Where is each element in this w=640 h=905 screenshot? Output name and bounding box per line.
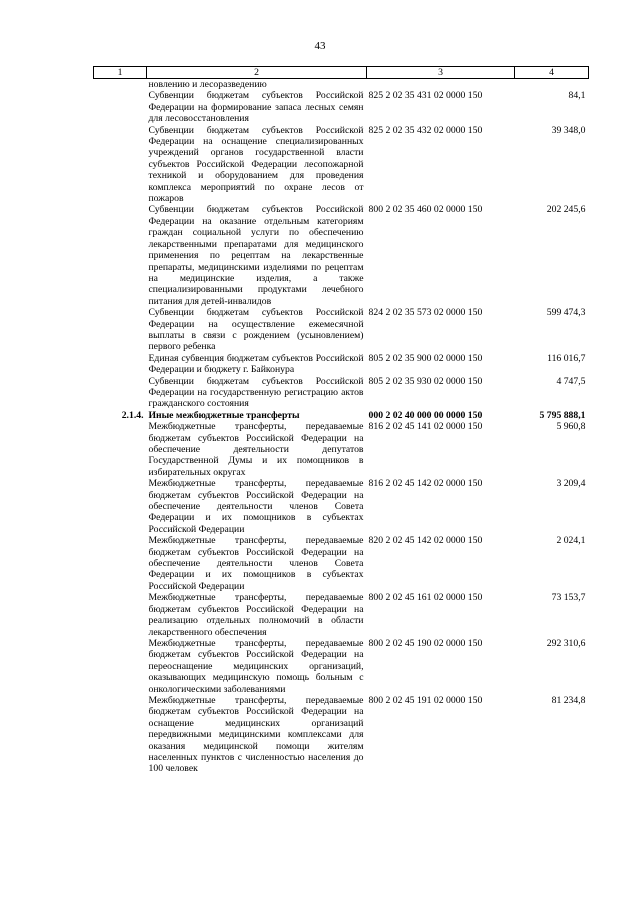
row-code: 825 2 02 35 431 02 0000 150 — [368, 90, 483, 102]
table-header — [94, 67, 589, 79]
row-name: Субвенции бюджетам субъектов Российской Федерации на формирование запаса лесных семян для лесовосстановления — [148, 90, 364, 125]
row-code: 800 2 02 45 191 02 0000 150 — [368, 694, 483, 706]
row-code: 800 2 02 45 161 02 0000 150 — [368, 592, 483, 604]
row-number — [94, 204, 147, 307]
row-amount: 292 310,6 — [546, 637, 586, 649]
row-amount: 116 016,7 — [547, 352, 586, 364]
row-number — [94, 535, 147, 592]
row-code: 800 2 02 45 190 02 0000 150 — [368, 637, 483, 649]
row-name: Единая субвенция бюджетам субъектов Российской Федерации и бюджету г. Байконура — [148, 352, 364, 376]
row-name: Межбюджетные трансферты, передаваемые бюджетам субъектов Российской Федерации на реализацию отдельных полномочий в области лекарственного обеспечения — [148, 592, 364, 638]
table-row — [94, 638, 589, 695]
row-code: 805 2 02 35 930 02 0000 150 — [368, 375, 483, 387]
row-code: 000 2 02 40 000 00 0000 150 — [368, 409, 483, 421]
table-row — [94, 204, 589, 307]
header-col-1: 1 — [94, 67, 147, 79]
row-amount: 599 474,3 — [546, 307, 586, 319]
row-amount: 3 209,4 — [556, 478, 586, 490]
row-number — [94, 695, 147, 775]
row-amount: 73 153,7 — [551, 592, 586, 604]
row-number: 2.1.4. — [121, 409, 144, 421]
row-name: Межбюджетные трансферты, передаваемые бюджетам субъектов Российской Федерации на переоснащение медицинских организаций, оказывающих медицинскую помощь больным с онкологическими заболеваниями — [148, 637, 364, 695]
row-amount: 84,1 — [568, 90, 586, 102]
header-col-3: 3 — [367, 67, 515, 79]
header-col-4: 4 — [515, 67, 589, 79]
row-code: 816 2 02 45 141 02 0000 150 — [368, 421, 483, 433]
row-number — [94, 376, 147, 410]
row-amount — [515, 79, 589, 91]
row-name: Межбюджетные трансферты, передаваемые бюджетам субъектов Российской Федерации на оснащение медицинских организаций передвижными медицинскими комплексами для оказания медицинской помощи жителям населенных пунктов с численностью населения до 100 человек — [148, 694, 364, 775]
row-code: 816 2 02 45 142 02 0000 150 — [368, 478, 483, 490]
table-row — [94, 307, 589, 353]
row-name: Иные межбюджетные трансферты — [148, 409, 300, 421]
row-amount: 81 234,8 — [551, 694, 586, 706]
table-row — [94, 125, 589, 205]
row-amount: 4 747,5 — [556, 375, 586, 387]
row-name: Субвенции бюджетам субъектов Российской Федерации на оказание отдельным категориям граждан социальной услуги по обеспечению лекарственными препаратами для медицинского применения по рецептам на лекарственные препараты, медицинскими изделиями по рецептам на медицинские изделия, а также специализированными продуктами лечебного питания для детей-инвалидов — [148, 204, 364, 307]
row-name: Субвенции бюджетам субъектов Российской Федерации на государственную регистрацию актов гражданского состояния — [148, 375, 364, 410]
row-amount: 2 024,1 — [556, 535, 586, 547]
row-code — [367, 79, 515, 91]
row-name: Субвенции бюджетам субъектов Российской Федерации на осуществление ежемесячной выплаты в связи с рождением (усыновлением) первого ребенка — [148, 307, 364, 353]
table-row — [94, 90, 589, 124]
table-row — [94, 535, 589, 592]
row-number — [94, 307, 147, 353]
row-amount: 5 795 888,1 — [539, 409, 586, 421]
table-row — [94, 592, 589, 638]
row-name: Межбюджетные трансферты, передаваемые бюджетам субъектов Российской Федерации на обеспечение деятельности членов Совета Федерации и их помощников в субъектах Российской Федерации — [148, 478, 364, 535]
row-number — [94, 90, 147, 124]
row-code: 805 2 02 35 900 02 0000 150 — [368, 352, 483, 364]
table-row — [94, 376, 589, 410]
table-row — [94, 421, 589, 478]
row-code: 820 2 02 45 142 02 0000 150 — [368, 535, 483, 547]
row-number — [94, 353, 147, 376]
header-col-2: 2 — [147, 67, 367, 79]
table-row — [94, 353, 589, 376]
row-code: 800 2 02 35 460 02 0000 150 — [368, 204, 483, 216]
budget-table — [93, 66, 589, 775]
row-number — [94, 125, 147, 205]
table-row — [94, 695, 589, 775]
row-name: новлению и лесоразведению — [148, 79, 267, 90]
row-name: Межбюджетные трансферты, передаваемые бюджетам субъектов Российской Федерации на обеспечение деятельности депутатов Государственной Думы и их помощников в избирательных округах — [148, 421, 364, 478]
table-body — [94, 79, 589, 775]
row-number — [94, 421, 147, 478]
row-number — [94, 79, 147, 91]
row-number — [94, 592, 147, 638]
row-name: Субвенции бюджетам субъектов Российской Федерации на оснащение специализированных учреждений органов государственной власти субъектов Российской Федерации лесопожарной техникой и оборудованием для проведения комплекса мероприятий по охране лесов от пожаров — [148, 124, 364, 205]
row-name: Межбюджетные трансферты, передаваемые бюджетам субъектов Российской Федерации на обеспечение деятельности членов Совета Федерации и их помощников в субъектах Российской Федерации — [148, 535, 364, 592]
page-number: 43 — [314, 40, 326, 52]
row-number — [94, 638, 147, 695]
table-row — [94, 79, 589, 91]
row-code: 825 2 02 35 432 02 0000 150 — [368, 124, 483, 136]
row-number — [94, 478, 147, 535]
row-code: 824 2 02 35 573 02 0000 150 — [368, 307, 483, 319]
row-amount: 39 348,0 — [551, 124, 586, 136]
table-row — [94, 478, 589, 535]
row-amount: 202 245,6 — [546, 204, 586, 216]
table-row — [94, 410, 589, 421]
row-amount: 5 960,8 — [556, 421, 586, 433]
